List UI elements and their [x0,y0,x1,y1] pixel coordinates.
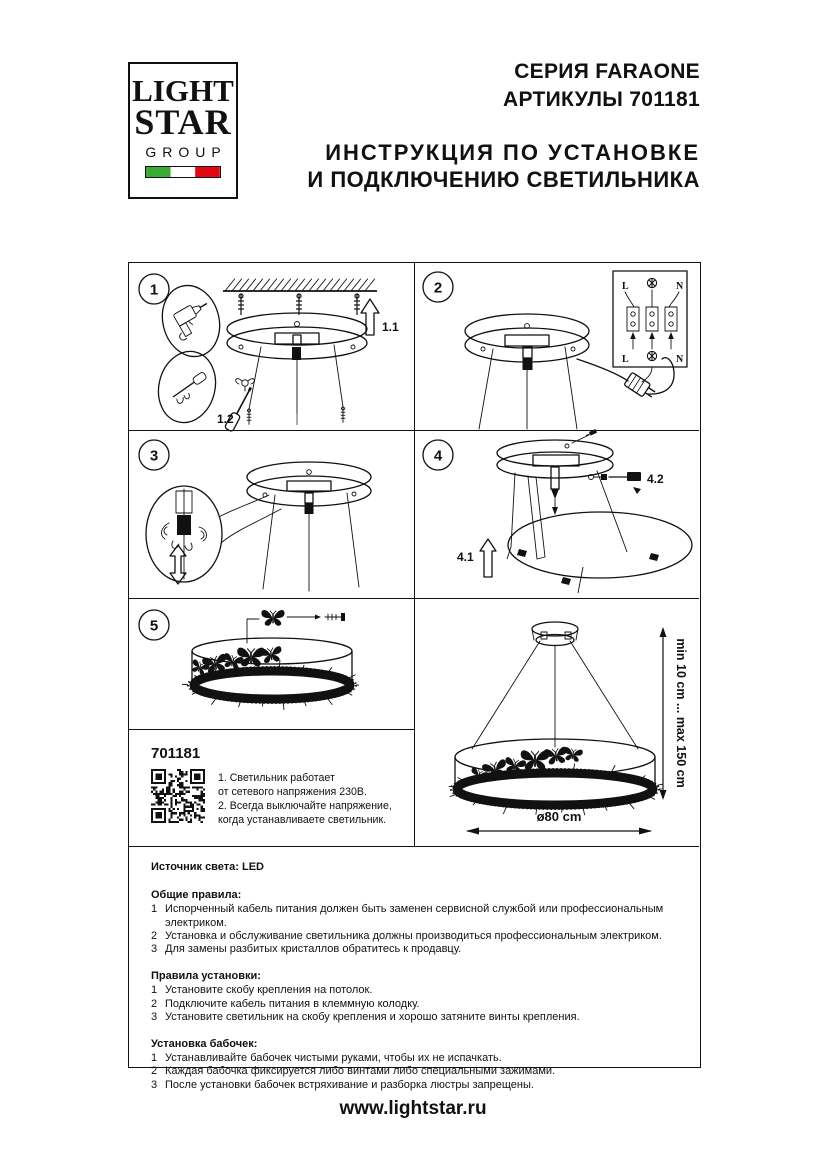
lamp-drum [182,638,359,710]
diameter-dimension [466,809,652,835]
step-1-diagram [129,263,415,431]
step-1-badge [139,274,169,304]
drill-hand-detail [155,279,228,363]
terminal-n-top: N [676,281,684,292]
terminal-n-bottom: N [676,354,684,365]
svg-text:5: 5 [149,617,159,635]
terminal-l-top: L [622,281,629,292]
instruction-title-line1: ИНСТРУКЦИЯ ПО УСТАНОВКЕ [325,140,700,165]
list-item: 2 Каждая бабочка фиксируется либо винтами либо специальными зажимами. [151,1065,556,1078]
diameter-label: ø80 cm [536,809,582,824]
step-2-panel [415,263,699,431]
section-general-rules [151,889,679,956]
step-3-badge [139,440,169,470]
step-4-badge [423,440,453,470]
logo-word-light: LIGHT [132,73,234,108]
height-dimension [660,627,689,800]
section-butterflies [151,1038,679,1092]
step-3-diagram [129,431,415,599]
note-line: когда устанавливаете светильник. [218,814,387,826]
wall-anchor-icons [238,294,360,315]
ceiling-hatch [223,279,377,291]
step-5-diagram [129,599,415,730]
wiring-terminal-box [613,271,687,367]
list-item: 1 Испорченный кабель питания должен быть заменен сервисной службой или профессиональным электриком. [151,903,664,929]
label-1-1: 1.1 [382,320,399,334]
step-1-panel [129,263,415,431]
step-3-panel [129,431,415,599]
mounting-ring [247,462,371,514]
instruction-diagram-table [128,262,701,1091]
suspension-cables [511,471,623,547]
document-title [307,58,700,193]
svg-text:3: 3 [149,447,159,465]
step-2-diagram [415,263,699,431]
list-item: 3 Установите светильник на скобу крепления и хорошо затяните винты крепления. [151,1010,580,1023]
mounting-ring [227,313,367,360]
svg-text:1: 1 [149,281,159,299]
screwdriver-icon [589,472,642,494]
note-line: от сетевого напряжения 230В. [218,786,367,798]
light-source: Источник света: LED [151,861,264,873]
arrow-up-icon [361,299,379,335]
earth-icon [647,351,656,360]
power-cord [577,359,628,381]
terminal-l-bottom: L [622,354,629,365]
qr-panel [129,730,415,847]
list-item: 1 Установите скобу крепления на потолок. [151,984,373,997]
section-title: Общие правила: [151,889,242,902]
plug-icon [624,372,657,401]
cable-adjuster-detail [146,486,222,584]
svg-text:4: 4 [433,447,443,465]
italian-flag-icon [145,166,221,178]
pendant-drawing [415,599,699,847]
website-link: www.lightstar.ru [339,1098,487,1119]
section-install-rules [151,970,679,1024]
suspension-cables [472,641,638,749]
list-item: 2 Установка и обслуживание светильника должны производиться профессиональным электриком. [151,929,662,942]
article-number: 701181 [151,745,201,762]
center-pin [551,467,559,515]
note-line: 2. Всегда выключайте напряжение, [218,800,392,812]
earth-icon [647,278,656,287]
dimension-panel [415,599,699,847]
crystal-ring [194,671,350,699]
wing-screw-icon [236,379,255,391]
list-item: 2 Подключите кабель питания в клеммную колодку. [151,997,420,1010]
mounting-ring [497,429,613,478]
section-title: Установка бабочек: [151,1038,258,1051]
section-title: Правила установки: [151,970,261,983]
qr-code [151,769,205,823]
info-panel [129,847,699,1091]
note-line: 1. Светильник работает [218,772,335,784]
height-label: min 10 cm ... max 150 cm [674,638,688,788]
hook-wire [648,358,674,394]
step-5-panel [129,599,415,730]
mounting-ring [465,314,589,370]
step-2-badge [423,272,453,302]
step-4-panel [415,431,699,599]
label-4-2: 4.2 [647,472,664,486]
label-1-2: 1.2 [217,412,234,426]
logo-word-star: STAR [134,102,232,142]
logo-word-group: GROUP [145,144,227,161]
label-4-1: 4.1 [457,550,474,564]
instruction-title-line2: И ПОДКЛЮЧЕНИЮ СВЕТИЛЬНИКА [307,167,700,192]
arrow-up-icon [480,539,496,577]
crystal-ring [457,773,653,805]
safety-note [218,769,392,827]
wire-channel [528,477,545,559]
svg-text:2: 2 [433,279,443,297]
step-5-badge [139,610,169,640]
lightstar-logo [128,62,238,199]
series-title: СЕРИЯ FARAONE [514,60,700,83]
screwdriver-hand-detail [151,345,223,428]
list-item: 1 Устанавливайте бабочек чистыми руками, чтобы их не испачкать. [151,1052,502,1065]
wire-arrows-up [630,332,674,349]
list-item: 3 Для замены разбитых кристаллов обратитесь к продавцу. [151,943,462,956]
step-4-diagram [415,431,699,599]
list-item: 3 После установки бабочек встряхивание и разборка люстры запрещены. [151,1078,534,1091]
screw-icon [325,613,345,621]
article-title: АРТИКУЛЫ 701181 [503,88,700,111]
terminal-blocks [627,307,677,331]
